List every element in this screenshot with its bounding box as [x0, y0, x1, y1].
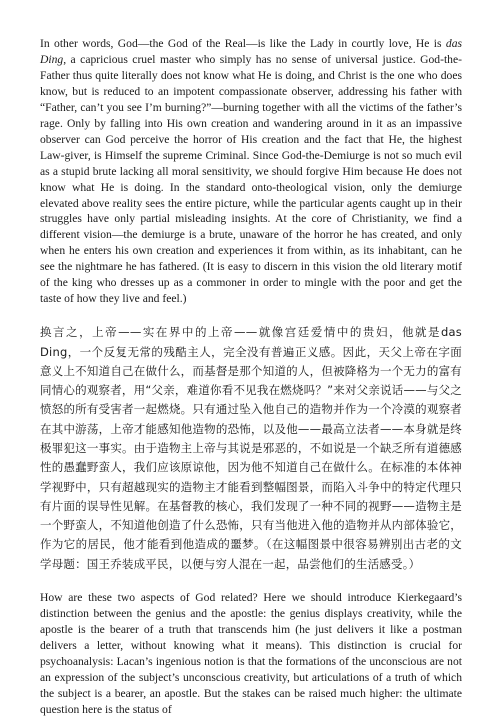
document-page	[40, 36, 462, 718]
chinese-paragraph-1: 换言之，上帝——实在界中的上帝——就像宫廷爱情中的贵妇，他就是das Ding，一个反复无常的残酷主人，完全没有普遍正义感。因此，天父上帝在字面意义上不知道自己在做什么，而基督是那个知道的人，但被降格为一个无力的富有同情心的观察者，用“父亲，难道你看不见我在燃烧吗？”来对父亲说话——与父之愤怒的所有受害者一起燃烧。只有通过坠入他自己的造物并作为一个冷漠的观察者在其中游荡，上帝才能感知他造物的恐怖，以及他——最高立法者——本身就是终极罪犯这一事实。由于造物主上帝与其说是邪恶的，不如说是一个缺乏所有道德感性的愚蠢野蛮人，我们应该原谅他，因为他不知道自己在做什么。在标准的本体神学视野中，只有超越现实的造物主才能看到整幅图景，而陷入斗争中的特定代理只有片面的误导性见解。在基督教的核心，我们发现了一种不同的视野——造物主是一个野蛮人，不知道他创造了什么恐怖，只有当他进入他的造物并从内部体验它，作为它的居民，他才能看到他造成的噩梦。（在这幅图景中很容易辨别出古老的文学母题：国王乔装成平民，以便与穷人混在一起，品尝他们的生活感受。）	[40, 325, 462, 571]
english-paragraph-2: How are these two aspects of God related? Here we should introduce Kierkegaard’s distinction between the genius and the apostle: the genius displays creativity, while the apostle is the bearer of a truth that transcends him (he just delivers it like a postman delivers a letter, without knowing what it means). This distinction is crucial for psychoanalysis: Lacan’s ingenious notion is that the formations of the unconscious are not an expression of the subject’s unconscious creativity, but articulations of a truth of which the subject is a bearer, an apostle. But the stakes can be raised much higher: the ultimate question here is the status of	[40, 591, 462, 716]
english-paragraph-1-text-a: In other words, God—the God of the Real—is like the Lady in courtly love, He is	[40, 37, 446, 50]
english-paragraph-1-text-b: , a capricious cruel master who simply has no sense of universal justice. God-the-Father thus quite literally does not know what He is doing, and Christ is the one who does know, but is reduced to an impotent compassionate observer, addressing his father with “Father, can’t you see I’m burning?”—burning together with all the victims of the father’s rage. Only by falling into His own creation and wandering around in it as an impassive observer can God perceive the horror of His creation and the fact that He, the highest Law-giver, is Himself the supreme Criminal. Since God-the-Demiurge is not so much evil as a stupid brute lacking all moral sensitivity, we should forgive Him because He does not know what He is doing. In the standard onto-theological vision, only the demiurge elevated above reality sees the entire picture, while the particular agents caught up in their struggles have only partial misleading insights. At the core of Christianity, we find a different vision—the demiurge is a brute, unaware of the horror he has created, and only when he enters his own creation and experiences it from within, as its inhabitant, can he see the nightmare he has fathered. (It is easy to discern in this vision the old literary motif of the king who dresses up as a commoner in order to mingle with the poor and get the taste of how they live and feel.)	[40, 52, 462, 306]
english-paragraph-1	[40, 36, 462, 307]
das-ding-italic: das Ding	[40, 37, 462, 66]
